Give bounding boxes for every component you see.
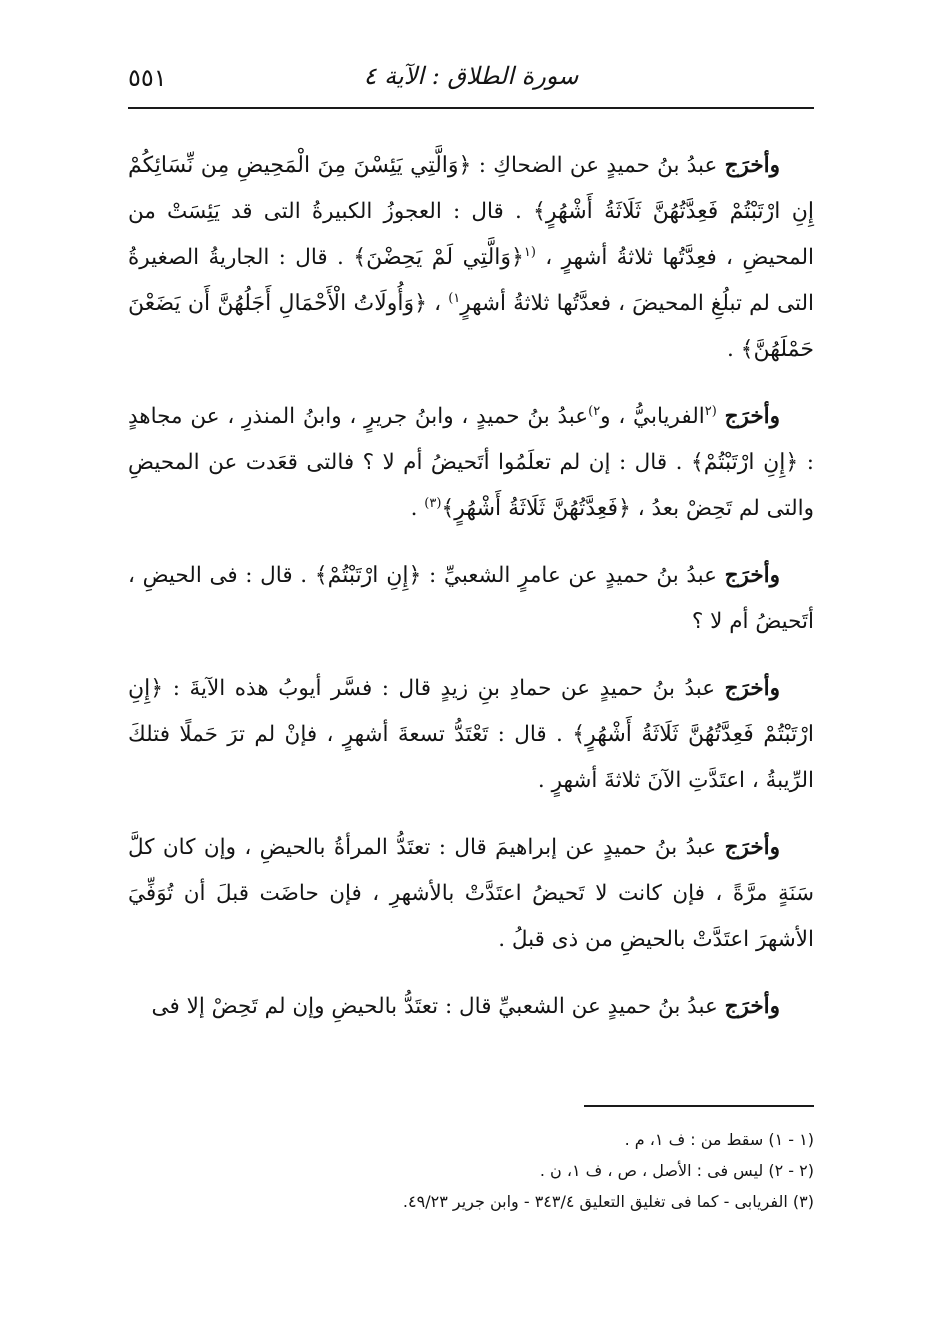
narration-text: . قال : فى الحيضِ ، أتَحيضُ أم لا ؟ xyxy=(128,563,814,634)
paragraph xyxy=(128,984,814,1030)
narration-text: . قال : العجوزُ الكبيرةُ التى قد يَئِسَتْ من المحيضِ ، فعِدَّتُها ثلاثةُ أشهرٍ ، xyxy=(128,199,814,270)
main-text xyxy=(128,143,814,1030)
header-divider xyxy=(128,107,814,109)
narration-text: عبدُ بنُ حميدٍ ، وابنُ جريرٍ ، وابنُ المنذرِ ، عن مجاهدٍ : xyxy=(128,404,814,475)
paragraph xyxy=(128,143,814,373)
narration-text: . xyxy=(410,496,425,521)
paragraph xyxy=(128,553,814,645)
footnote-1: (١ - ١) سقط من : ف ١، م . xyxy=(624,1130,814,1149)
narration-lead: وأخرَج xyxy=(724,563,780,588)
narration-text xyxy=(717,404,725,429)
footnote-ref: ٢) xyxy=(588,403,601,419)
quran-verse: ﴿إِنِ ارْتَبْتُمْ﴾ xyxy=(690,450,799,475)
paragraph xyxy=(128,666,814,804)
quran-verse: ﴿إِنِ ارْتَبْتُمْ فَعِدَّتُهُنَّ ثَلَاثَةُ أَشْهُرٍ﴾ xyxy=(128,676,814,747)
narration-lead: وأخرَج xyxy=(724,153,780,178)
paragraph xyxy=(128,825,814,963)
narration-lead: وأخرَج xyxy=(724,404,780,429)
narration-text: الفريابيُّ ، و xyxy=(600,404,705,429)
page-number: ٥٥١ xyxy=(128,64,167,92)
footnote-2: (٢ - ٢) ليس فى : الأصل ، ص ، ف ١، ن . xyxy=(539,1161,814,1180)
narration-text: عبدُ بنُ حميدٍ عن الضحاكِ : xyxy=(471,153,725,178)
narration-text: عبدُ بنُ حميدٍ عن إبراهيمَ قال : تعتَدُّ المرأةُ بالحيضِ ، وإن كان كلَّ سَنَةٍ مرَّةً ، فإن كانت لا تَحيضُ اعتَدَّتْ بالأشهرِ ، فإن حاضَت قبلَ أن تُوَفِّيَ الأشهرَ اعتَدَّتْ بالحيضِ من ذى قبلُ . xyxy=(128,835,814,952)
footnote-3: (٣) الفريابى - كما فى تغليق التعليق ٣٤٣/٤ - وابن جرير ٤٩/٢٣. xyxy=(402,1192,814,1211)
quran-verse: ﴿وَأُولَاتُ الْأَحْمَالِ أَجَلُهُنَّ أَن يَضَعْنَ حَمْلَهُنَّ﴾ xyxy=(128,291,814,362)
narration-text: ، xyxy=(427,291,449,316)
narration-lead: وأخرَج xyxy=(724,676,780,701)
footnote-ref: ١) xyxy=(448,290,461,306)
narration-text: . xyxy=(726,337,741,362)
footnote-ref: (٣) xyxy=(424,495,442,511)
narration-lead: وأخرَج xyxy=(724,835,780,860)
footnote-divider xyxy=(584,1105,814,1107)
narration-text: . قال : تَعْتَدُّ تسعةَ أشهرٍ ، فإنْ لم ترَ حَملًا فتلكَ الرِّيبةُ ، اعتَدَّتِ الآنَ ثلاثةَ أشهرٍ . xyxy=(128,722,814,793)
footnote-ref: (٢ xyxy=(704,403,717,419)
narration-text: . قال : الجاريةُ الصغيرةُ التى لم تبلُغِ المحيضَ ، فعدَّتُها ثلاثةُ أشهرٍ xyxy=(128,245,815,316)
quran-verse: ﴿فَعِدَّتُهُنَّ ثَلَاثَةُ أَشْهُرٍ﴾ xyxy=(441,496,631,521)
narration-text: . قال : إن لم تعلَمُوا أتَحيضُ أم لا ؟ فالتى قعَدت عن المحيضِ والتى لم تَحِضْ بعدُ ، xyxy=(128,450,814,521)
paragraph xyxy=(128,394,814,532)
narration-lead: وأخرَج xyxy=(724,994,780,1019)
quran-verse: ﴿إِنِ ارْتَبْتُمْ﴾ xyxy=(314,563,422,588)
narration-text: عبدُ بنُ حميدٍ عن عامرٍ الشعبيِّ : xyxy=(421,563,725,588)
quran-verse: ﴿وَالَّتِي لَمْ يَحِضْنَ﴾ xyxy=(353,245,524,270)
narration-text: عبدُ بنُ حميدٍ عن حمادِ بنِ زيدٍ قال : فسَّر أيوبُ هذه الآيةَ : xyxy=(163,676,725,701)
header-title: سورة الطلاق : الآية ٤ xyxy=(363,62,579,90)
footnote-ref: (١ xyxy=(523,244,536,260)
quran-verse: ﴿وَالَّتِي يَئِسْنَ مِنَ الْمَحِيضِ مِن نِّسَائِكُمْ إِنِ ارْتَبْتُمْ فَعِدَّتُهُنَّ ثَلَاثَةُ أَشْهُرٍ﴾ xyxy=(128,153,814,224)
narration-text: عبدُ بنُ حميدٍ عن الشعبيِّ قال : تعتَدُّ بالحيضِ وإن لم تَحِضْ إلا فى xyxy=(151,994,725,1019)
running-header xyxy=(128,60,814,100)
footnotes xyxy=(128,1124,814,1217)
